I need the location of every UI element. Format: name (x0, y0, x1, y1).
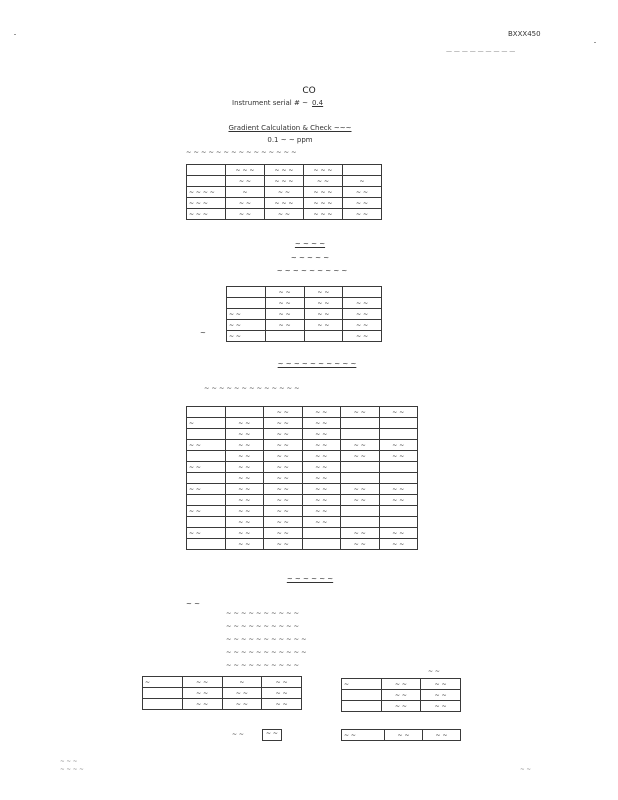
table-cell (379, 473, 418, 484)
summary-right-footer-value: ~ ~ (385, 730, 423, 741)
table-cell (379, 506, 418, 517)
table-cell: ~ ~ (262, 688, 302, 699)
table-cell: ~ ~ (225, 495, 264, 506)
side-label: ~ (200, 329, 206, 337)
table-cell: ~ ~ (379, 451, 418, 462)
table-cell: ~ ~ (381, 690, 421, 701)
table-row (187, 462, 418, 473)
table-cell: ~ ~ (225, 473, 264, 484)
table-row (187, 539, 418, 550)
table-cell (187, 176, 226, 187)
table-row (227, 298, 382, 309)
table-cell: ~ ~ (304, 309, 343, 320)
section-heading: ~ ~ ~ ~ ~ ~ (286, 575, 334, 583)
table-cell: ~ ~ (187, 528, 226, 539)
table-cell: ~ ~ (225, 418, 264, 429)
document-subtitle: — — — — — — — — — (446, 48, 516, 55)
table-row (187, 418, 418, 429)
table-cell: ~ ~ (227, 309, 266, 320)
table-row (187, 506, 418, 517)
table-cell: ~ ~ (381, 679, 421, 690)
table-cell: ~ ~ (182, 677, 222, 688)
document-code: BXXX450 (508, 30, 541, 38)
table-cell: ~ ~ (304, 287, 343, 298)
table-cell (187, 495, 226, 506)
table-cell: ~ (226, 187, 265, 198)
table-cell: ~ ~ (264, 484, 303, 495)
table-cell (187, 407, 226, 418)
document-title: CO (302, 86, 316, 96)
table-cell: ~ ~ (343, 309, 382, 320)
table-cell: ~ ~ (302, 440, 341, 451)
table-cell: ~ ~ (379, 440, 418, 451)
summary-table-right (341, 678, 461, 712)
span-check-table (226, 286, 382, 342)
table-cell: ~ ~ (341, 451, 380, 462)
summary-right-footer (341, 729, 461, 741)
table-cell: ~ ~ (302, 451, 341, 462)
table-cell: ~ ~ (421, 690, 461, 701)
table-cell: ~ ~ (302, 506, 341, 517)
note-item: ~ ~ ~ ~ ~ ~ ~ ~ ~ ~ (226, 661, 300, 669)
table-cell: ~ ~ (343, 298, 382, 309)
table-cell: ~ ~ (225, 506, 264, 517)
table-row (187, 517, 418, 528)
table-cell: ~ ~ (343, 209, 382, 220)
scan-speck (14, 34, 16, 35)
table-cell: ~ ~ (222, 699, 262, 710)
table-row (227, 309, 382, 320)
section-heading: ~ ~ ~ ~ (294, 240, 326, 248)
table-row (187, 495, 418, 506)
table-cell: ~ ~ (264, 495, 303, 506)
table-cell: ~ ~ (264, 440, 303, 451)
table-cell: ~ ~ (265, 187, 304, 198)
table-cell: ~ ~ (265, 298, 304, 309)
table-cell: ~ ~ (225, 517, 264, 528)
table-cell: ~ ~ (421, 679, 461, 690)
table-cell: ~ ~ (302, 495, 341, 506)
table-cell (225, 407, 264, 418)
table-cell: ~ ~ (265, 209, 304, 220)
table-cell (341, 506, 380, 517)
table-cell: ~ (342, 679, 382, 690)
table-row (187, 187, 382, 198)
table-row (227, 320, 382, 331)
table-cell: ~ ~ (343, 198, 382, 209)
table-cell: ~ ~ (341, 407, 380, 418)
table-cell (341, 473, 380, 484)
table-cell: ~ ~ (343, 320, 382, 331)
table-cell: ~ ~ ~ (187, 209, 226, 220)
table-cell: ~ ~ (225, 451, 264, 462)
table-cell (302, 528, 341, 539)
table-cell: ~ (187, 418, 226, 429)
section-line: ~ ~ ~ ~ ~ (290, 254, 330, 262)
scan-speck (594, 42, 596, 43)
table-cell (379, 418, 418, 429)
table-row (187, 407, 418, 418)
table-cell: ~ ~ (264, 528, 303, 539)
table-row (187, 176, 382, 187)
table-cell: ~ ~ (302, 418, 341, 429)
table-cell (265, 331, 304, 342)
table-cell: ~ ~ (227, 320, 266, 331)
table-cell: ~ (343, 176, 382, 187)
results-table (186, 406, 418, 550)
table-cell: ~ (222, 677, 262, 688)
summary-right-footer-label: ~ ~ (342, 730, 385, 741)
table-cell (143, 688, 183, 699)
table-cell: ~ ~ (302, 407, 341, 418)
table-cell: ~ ~ (264, 407, 303, 418)
table-cell: ~ ~ (264, 517, 303, 528)
table-cell (342, 690, 382, 701)
table-cell: ~ ~ (187, 462, 226, 473)
table-cell: ~ ~ (379, 528, 418, 539)
table-row (342, 690, 461, 701)
table-cell: ~ (143, 677, 183, 688)
table-cell: ~ ~ (379, 407, 418, 418)
table-cell: ~ ~ (304, 320, 343, 331)
table-cell: ~ ~ (225, 429, 264, 440)
table-cell: ~ ~ (264, 451, 303, 462)
table-cell: ~ ~ ~ (304, 165, 343, 176)
table-cell: ~ ~ (226, 176, 265, 187)
table-cell: ~ ~ (265, 309, 304, 320)
table-cell: ~ ~ (304, 298, 343, 309)
reference-label: Instrument serial # ~ (232, 99, 308, 107)
table-cell (187, 429, 226, 440)
table-cell: ~ ~ (225, 440, 264, 451)
summary-footer-label: ~ ~ (232, 731, 244, 738)
table-cell: ~ ~ ~ (265, 165, 304, 176)
table-cell: ~ ~ (341, 484, 380, 495)
table-cell (341, 517, 380, 528)
table-cell: ~ ~ (302, 462, 341, 473)
table-cell: ~ ~ ~ (187, 198, 226, 209)
table-cell: ~ ~ ~ (304, 198, 343, 209)
table-cell: ~ ~ (264, 539, 303, 550)
table-cell: ~ ~ (302, 484, 341, 495)
table-cell (187, 517, 226, 528)
table-cell (343, 287, 382, 298)
table-cell: ~ ~ (379, 539, 418, 550)
summary-footer-value: ~ ~ (262, 729, 282, 741)
table-cell: ~ ~ (264, 506, 303, 517)
note-item: ~ ~ ~ ~ ~ ~ ~ ~ ~ ~ (226, 622, 300, 630)
table-row (187, 198, 382, 209)
table-row (187, 429, 418, 440)
note-item: ~ ~ ~ ~ ~ ~ ~ ~ ~ ~ ~ (226, 648, 307, 656)
table-cell: ~ ~ (302, 473, 341, 484)
section-line: ~ ~ ~ ~ ~ ~ ~ ~ ~ ~ ~ ~ ~ ~ ~ (186, 148, 297, 156)
table-cell (227, 298, 266, 309)
summary-right-header: ~ ~ (428, 668, 440, 675)
table-cell: ~ ~ ~ (265, 198, 304, 209)
table-cell: ~ ~ (225, 484, 264, 495)
table-row (187, 165, 382, 176)
table-row (143, 677, 302, 688)
table-cell: ~ ~ (341, 440, 380, 451)
table-cell: ~ ~ (187, 440, 226, 451)
table-cell: ~ ~ (343, 187, 382, 198)
table-row (143, 699, 302, 710)
table-cell: ~ ~ (304, 176, 343, 187)
section-heading: ~ ~ ~ ~ ~ ~ ~ ~ ~ ~ (277, 360, 357, 368)
calibration-table (186, 164, 382, 220)
table-cell (187, 539, 226, 550)
section-line: ~ ~ ~ ~ ~ ~ ~ ~ ~ ~ ~ ~ ~ (204, 384, 300, 392)
table-cell (341, 462, 380, 473)
note-item: ~ ~ ~ ~ ~ ~ ~ ~ ~ ~ ~ (226, 635, 307, 643)
table-cell (304, 331, 343, 342)
table-cell: ~ ~ (264, 462, 303, 473)
table-cell (143, 699, 183, 710)
table-row (342, 679, 461, 690)
note-item: ~ ~ ~ ~ ~ ~ ~ ~ ~ ~ (226, 609, 300, 617)
table-cell: ~ ~ ~ ~ (187, 187, 226, 198)
table-cell: ~ ~ (225, 528, 264, 539)
footer-left-line: ~ ~ ~ (60, 759, 78, 765)
table-cell (341, 429, 380, 440)
table-cell: ~ ~ (222, 688, 262, 699)
table-cell (302, 539, 341, 550)
table-cell: ~ ~ (226, 209, 265, 220)
footer-right-text: ~ ~ (520, 767, 531, 773)
table-cell: ~ ~ ~ (226, 165, 265, 176)
table-cell: ~ ~ (182, 688, 222, 699)
section-line: 0.1 ~ ~ ppm (267, 136, 313, 144)
table-cell (343, 165, 382, 176)
table-cell: ~ ~ ~ (304, 187, 343, 198)
table-cell: ~ ~ (227, 331, 266, 342)
table-cell: ~ ~ (265, 320, 304, 331)
table-row (227, 331, 382, 342)
table-cell: ~ ~ (187, 484, 226, 495)
notes-list (226, 609, 307, 674)
table-cell (187, 165, 226, 176)
table-cell: ~ ~ (421, 701, 461, 712)
table-row (187, 484, 418, 495)
table-cell (187, 473, 226, 484)
table-cell: ~ ~ (265, 287, 304, 298)
section-heading: Gradient Calculation & Check ~~~ (228, 124, 352, 132)
table-cell: ~ ~ (182, 699, 222, 710)
footer-left-line: ~ ~ ~ ~ (60, 767, 84, 773)
table-cell: ~ ~ ~ (265, 176, 304, 187)
table-cell (379, 517, 418, 528)
table-row (187, 451, 418, 462)
table-cell: ~ ~ (341, 495, 380, 506)
table-cell: ~ ~ (379, 495, 418, 506)
table-row (342, 701, 461, 712)
table-cell: ~ ~ (225, 462, 264, 473)
table-cell: ~ ~ (381, 701, 421, 712)
table-row (187, 473, 418, 484)
table-row (187, 209, 382, 220)
table-cell: ~ ~ (264, 429, 303, 440)
summary-right-footer-value: ~ ~ (423, 730, 461, 741)
table-cell: ~ ~ (264, 418, 303, 429)
table-cell (379, 429, 418, 440)
table-cell: ~ ~ (302, 517, 341, 528)
table-row (187, 440, 418, 451)
table-cell: ~ ~ (262, 699, 302, 710)
table-cell (341, 418, 380, 429)
table-cell (187, 451, 226, 462)
summary-table-left (142, 676, 302, 710)
table-row (227, 287, 382, 298)
table-cell (227, 287, 266, 298)
table-cell: ~ ~ (341, 539, 380, 550)
table-row (187, 528, 418, 539)
table-cell (342, 701, 382, 712)
table-cell: ~ ~ (343, 331, 382, 342)
table-cell: ~ ~ (341, 528, 380, 539)
table-cell: ~ ~ (379, 484, 418, 495)
table-cell: ~ ~ (264, 473, 303, 484)
table-cell: ~ ~ (226, 198, 265, 209)
reference-value: 0.4 (312, 99, 324, 107)
table-cell: ~ ~ (302, 429, 341, 440)
section-line: ~ ~ ~ ~ ~ ~ ~ ~ ~ (276, 267, 348, 275)
table-cell: ~ ~ ~ (304, 209, 343, 220)
table-cell: ~ ~ (187, 506, 226, 517)
table-cell: ~ ~ (225, 539, 264, 550)
table-row (143, 688, 302, 699)
notes-label: ~ ~ (186, 600, 200, 608)
table-cell (379, 462, 418, 473)
table-cell: ~ ~ (262, 677, 302, 688)
